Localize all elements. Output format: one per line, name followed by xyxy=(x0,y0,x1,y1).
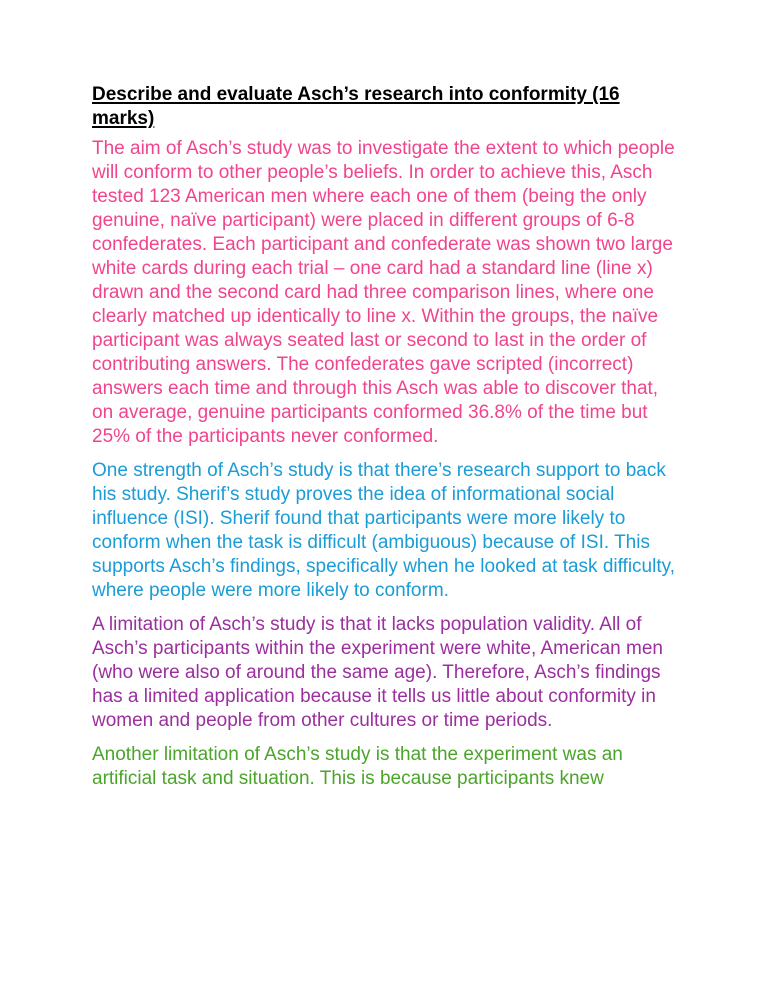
paragraph-aim: The aim of Asch’s study was to investigate the extent to which people will conform to other people’s beliefs. In order to achieve this, Asch tested 123 American men where each one of them (being the only genuine, naïve participant) were placed in different groups of 6-8 confederates. Each participant and confederate was shown two large white cards during each trial – one card had a standard line (line x) drawn and the second card had three comparison lines, where one clearly matched up identically to line x. Within the groups, the naïve participant was always seated last or second to last in the order of contributing answers. The confederates gave scripted (incorrect) answers each time and through this Asch was able to discover that, on average, genuine participants conformed 36.8% of the time but 25% of the participants never conformed. xyxy=(92,138,675,447)
document-page xyxy=(92,83,682,801)
paragraph-strength: One strength of Asch’s study is that there’s research support to back his study. Sherif’s study proves the idea of informational social influence (ISI). Sherif found that participants were more likely to conform when the task is difficult (ambiguous) because of ISI. This supports Asch’s findings, specifically when he looked at task difficulty, where people were more likely to conform. xyxy=(92,460,675,601)
paragraph-limitation-population-validity: A limitation of Asch’s study is that it lacks population validity. All of Asch’s participants within the experiment were white, American men (who were also of around the same age). Therefore, Asch’s findings has a limited application because it tells us little about conformity in women and people from other cultures or time periods. xyxy=(92,614,663,731)
essay-title: Describe and evaluate Asch’s research into conformity (16 marks) xyxy=(92,84,620,129)
paragraph-limitation-artificial-task: Another limitation of Asch’s study is that the experiment was an artificial task and situation. This is because participants knew xyxy=(92,744,623,789)
